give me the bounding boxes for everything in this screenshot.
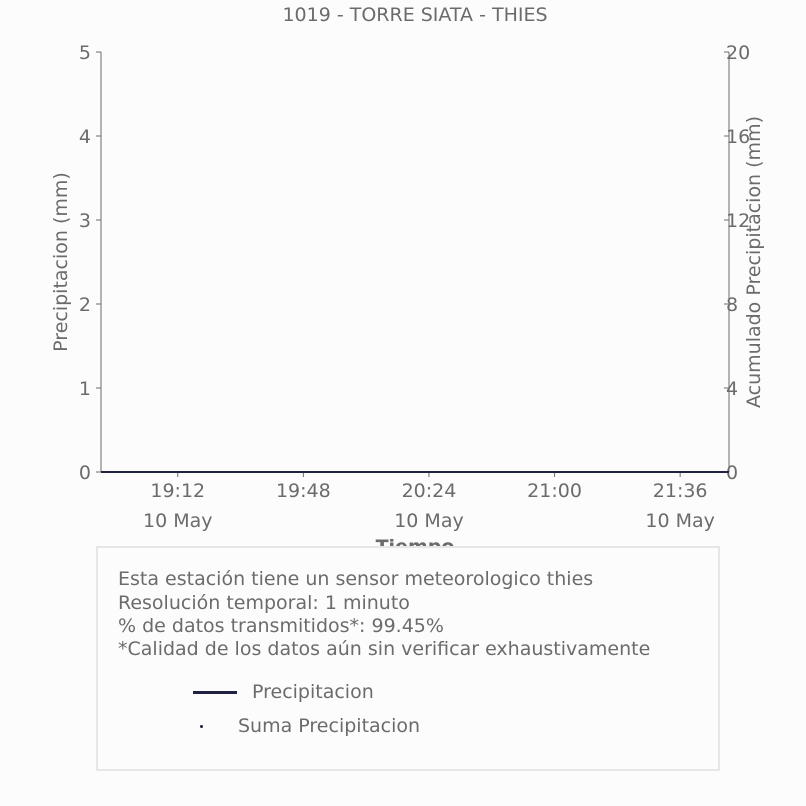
x-tick-label-time: 21:36 — [652, 480, 708, 502]
x-tick-label-date: 10 May — [143, 510, 213, 532]
legend-marker-suma — [200, 725, 203, 728]
y-tick-label-right: 20 — [726, 42, 751, 64]
y-axis-label-left: Precipitacion (mm) — [50, 172, 72, 352]
y-tick-label-right: 4 — [726, 378, 739, 400]
legend-label-suma: Suma Precipitacion — [238, 715, 421, 737]
info-quality-note: *Calidad de los datos aún sin verificar exhaustivamente — [118, 638, 651, 660]
y-tick-label-left: 3 — [78, 210, 91, 232]
y-tick-label-left: 1 — [78, 378, 91, 400]
legend-label-precipitacion: Precipitacion — [252, 681, 374, 703]
x-tick-label-time: 20:24 — [401, 480, 457, 502]
y-tick-label-right: 16 — [726, 126, 751, 148]
x-tick-label-time: 19:12 — [150, 480, 206, 502]
y-tick-label-right: 12 — [726, 210, 751, 232]
info-sensor: Esta estación tiene un sensor meteorologico thies — [118, 568, 594, 590]
axes — [101, 52, 729, 472]
x-tick-label-date: 10 May — [645, 510, 715, 532]
chart-title: 1019 - TORRE SIATA - THIES — [282, 4, 548, 26]
y-tick-label-left: 4 — [78, 126, 91, 148]
legend-line-precipitacion — [193, 691, 237, 694]
y-tick-label-right: 8 — [726, 294, 739, 316]
y-tick-label-right: 0 — [726, 462, 739, 484]
info-box — [96, 546, 720, 771]
y-axis-label-right: Acumulado Precipitacion (mm) — [743, 116, 765, 408]
x-tick-label-time: 19:48 — [275, 480, 331, 502]
x-tick-label-time: 21:00 — [527, 480, 582, 502]
info-transmitted: % de datos transmitidos*: 99.45% — [118, 615, 444, 637]
y-tick-label-left: 5 — [78, 42, 91, 64]
ticks — [79, 42, 750, 532]
x-tick-label-date: 10 May — [394, 510, 464, 532]
y-tick-label-left: 2 — [78, 294, 91, 316]
info-resolution: Resolución temporal: 1 minuto — [118, 592, 410, 614]
y-tick-label-left: 0 — [78, 462, 91, 484]
